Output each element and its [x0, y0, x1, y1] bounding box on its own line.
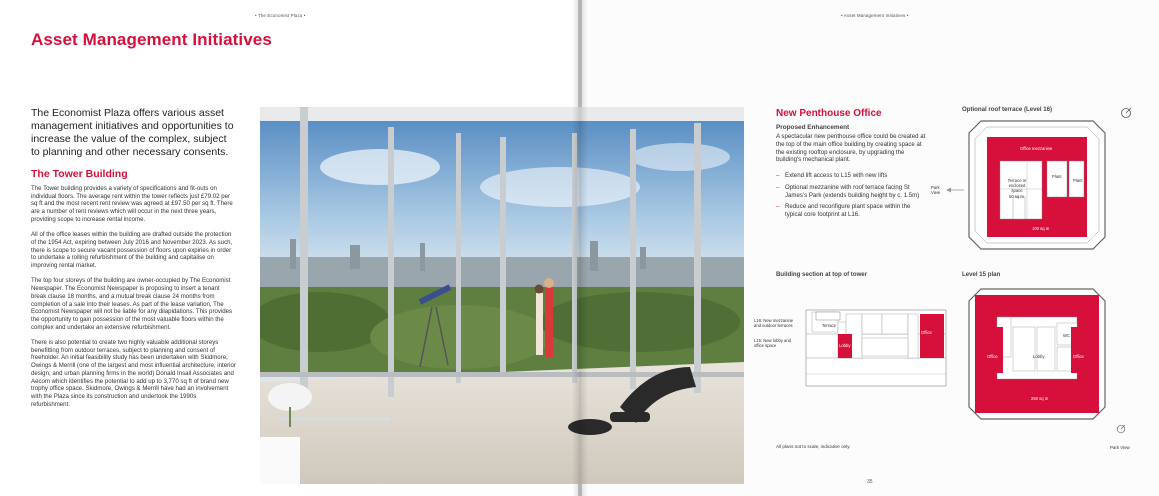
- page-number-right: 35: [867, 479, 873, 485]
- page-title: Asset Management Initiatives: [31, 30, 272, 49]
- section-heading-tower: The Tower Building: [31, 168, 128, 180]
- section-lobby-label: Lobby: [839, 343, 851, 348]
- bullet-dash: –: [776, 203, 780, 211]
- plan15-area-label: 250 sq m: [1031, 396, 1049, 401]
- park-view-bottom-label: Park View: [1110, 445, 1130, 450]
- book-spine: [572, 0, 588, 496]
- bullet-dash: –: [776, 183, 780, 191]
- plan16-caption: Optional roof terrace (Level 16): [962, 106, 1053, 113]
- running-head-right: • Asset Management Initiatives •: [841, 13, 909, 18]
- penthouse-interior-photo: [260, 107, 744, 484]
- plan16-area-label: 100 sq m: [1032, 226, 1050, 231]
- plan15-lobby-label: Lobby: [1033, 354, 1045, 359]
- office-left-label: Office: [987, 354, 998, 359]
- penthouse-description: A spectacular new penthouse office could be created at the top of the main office building by creating space at the existing rooftop enclosure, by upgrading the building's mechanical plant.: [776, 133, 926, 164]
- level16-plan: [967, 119, 1107, 251]
- arrow-left-icon: [946, 187, 964, 193]
- running-head-left: • The Economist Plaza •: [255, 13, 306, 18]
- park-view-label: Park View: [931, 185, 941, 195]
- enhancement-list: [776, 172, 926, 223]
- scale-note: All plans not to scale, indicative only.: [776, 444, 851, 449]
- section-l15-label: L15: New lobby and office space: [754, 338, 792, 348]
- bullet-dash: –: [776, 172, 780, 179]
- proposed-enhancement-subheading: Proposed Enhancement: [776, 124, 850, 131]
- plant-label: Plant: [1052, 174, 1062, 179]
- office-mezzanine-label: Office mezzanine: [1020, 146, 1053, 151]
- compass-icon: [1120, 107, 1132, 119]
- building-section: [802, 284, 954, 388]
- section-office-label: Office: [921, 330, 932, 335]
- body-paragraph: There is also potential to create two highly valuable additional storeys benefitting from outdoor terraces, subject to planning and consent of freeholder. An initial feasibility study has been undertaken with Skidmore, Owings & Merrill (one of the largest and most influential architecture, interior design, and urban planning firms in the world) Donald Insall Associates and Aecom which identifies the potential to add up to 3,770 sq ft of brand new trophy office space. Skidmore, Owings & Merrill have had an involvement with the Plaza since its construction and undertook the 1990s refurbishment.: [31, 339, 236, 408]
- list-item: – Reduce and reconfigure plant space within the typical core footprint at L16.: [776, 203, 911, 219]
- body-column: [31, 185, 236, 416]
- office-right-label: Office: [1073, 354, 1084, 359]
- body-paragraph: All of the office leases within the building are drafted outside the protection of the 1954 Act, expiring between July 2016 and November 2023. As such, there is scope to secure vacant possession of floors upon expiries in order to undertake a rolling refurbishment of the building and capitalise on improving rental market.: [31, 231, 233, 270]
- terrace-space-label: Terrace or enclosed space: [1007, 178, 1027, 193]
- intro-paragraph: The Economist Plaza offers various asset management initiatives and opportunities to increase the value of the complex, subject to planning and other necessary consents.: [31, 107, 234, 158]
- section-l16-label: L16: New mezzanine and outdoor terraces: [754, 318, 794, 328]
- plan15-caption: Level 15 plan: [962, 271, 1001, 278]
- body-paragraph: The top four storeys of the building are owner-occupied by The Economist Newspaper. The Economist Newspaper is proposing to insert a tenant break clause 18 months, and a mutual break clause 24 months from completion of a sale into their leases. As part of the lease variation, The Economist Newspaper will not be liable for any dilapidations. This provides the opportunity to gain possession of the most valuable floors within the complex and undertake an extensive refurbishment.: [31, 277, 233, 331]
- section-caption: Building section at top of tower: [776, 271, 868, 278]
- plant-label-right: Plant: [1073, 178, 1083, 183]
- list-item: – Optional mezzanine with roof terrace facing St James's Park (extends building height by c. 1.5m): [776, 183, 920, 199]
- terrace-area-label: 50 sq m: [1009, 194, 1024, 199]
- wc-label: WC: [1063, 333, 1070, 338]
- body-paragraph: The Tower building provides a variety of specifications and fit-outs on individual floors. The average rent within the tower reflects just £79.02 per sq ft and the most recent rent review was agreed at £97.50 per sq ft. There are a number of rent reviews which will occur in the next three years, providing scope to increase rental income.: [31, 185, 233, 223]
- compass-icon-bottom: [1116, 424, 1126, 434]
- list-item: – Extend lift access to L15 with new lifts: [776, 172, 888, 179]
- section-terrace-label: Terrace: [822, 323, 836, 328]
- penthouse-heading: New Penthouse Office: [776, 108, 882, 119]
